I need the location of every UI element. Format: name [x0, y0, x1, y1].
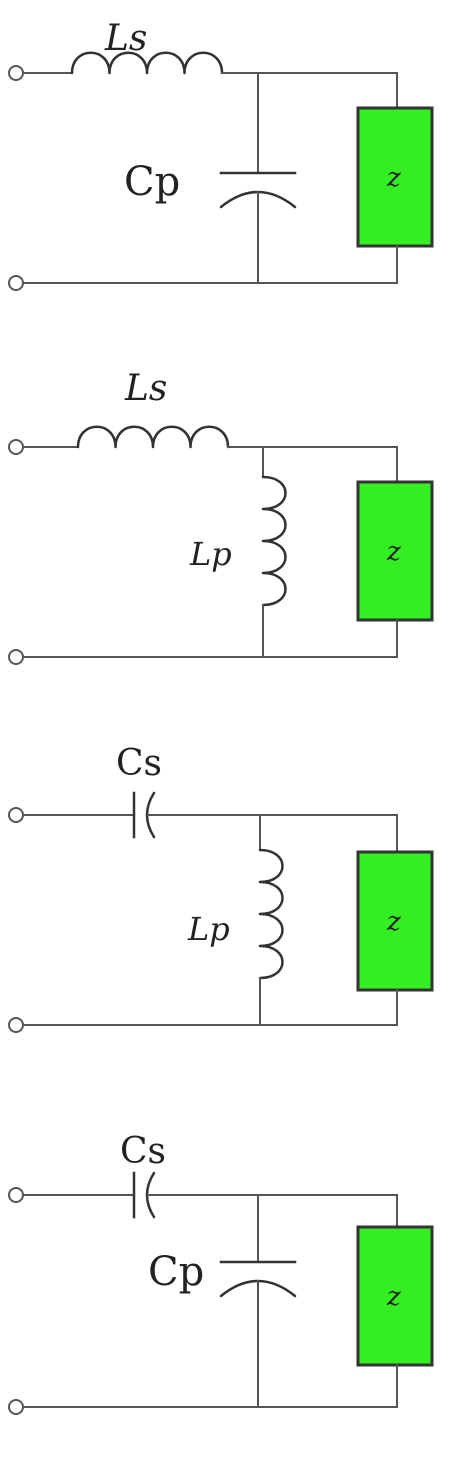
- input-terminal-top: [9, 1188, 23, 1202]
- load-label: z: [387, 907, 401, 937]
- series-label: Ls: [125, 368, 168, 409]
- input-terminal-bottom: [9, 1400, 23, 1414]
- shunt-inductor-Lp: [263, 477, 286, 605]
- series-inductor-Ls: [78, 427, 228, 447]
- load-label: z: [387, 537, 401, 567]
- series-label: Cs: [120, 1131, 167, 1172]
- input-terminal-top: [9, 440, 23, 454]
- shunt-inductor-Lp: [260, 850, 283, 978]
- shunt-label: Cp: [124, 159, 181, 205]
- shunt-label: Lp: [188, 910, 230, 948]
- series-label: Ls: [105, 18, 148, 59]
- load-label: z: [387, 1282, 401, 1312]
- shunt-label: Cp: [148, 1249, 205, 1295]
- shunt-label: Lp: [190, 535, 232, 573]
- series-label: Cs: [116, 743, 163, 784]
- circuit-4: [9, 1131, 432, 1414]
- circuit-3: [9, 743, 432, 1032]
- input-terminal-top: [9, 808, 23, 822]
- input-terminal-bottom: [9, 1018, 23, 1032]
- circuit-2: [9, 368, 432, 664]
- input-terminal-top: [9, 66, 23, 80]
- load-label: z: [387, 163, 401, 193]
- circuit-1: [9, 18, 432, 290]
- input-terminal-bottom: [9, 276, 23, 290]
- input-terminal-bottom: [9, 650, 23, 664]
